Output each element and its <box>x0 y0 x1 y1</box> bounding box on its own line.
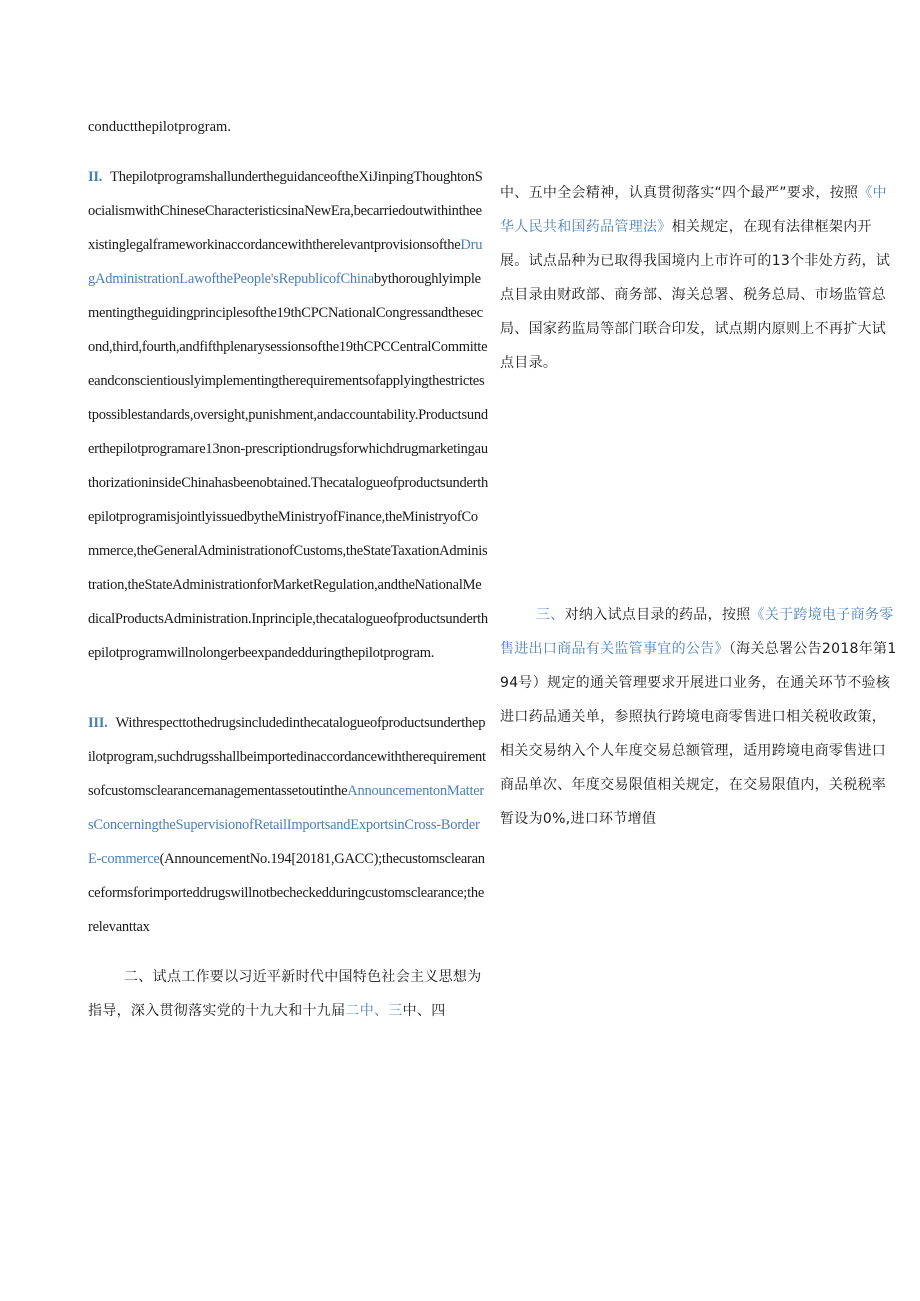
intro-text: conductthepilotprogram. <box>88 119 231 135</box>
chinese-column <box>500 176 900 836</box>
paragraph-zh-2 <box>88 960 488 1028</box>
paragraph-intro <box>88 110 488 144</box>
paragraph-zh-2-text-b: 中、四 <box>402 1003 446 1019</box>
paragraph-zh-2-cont-text-b: 相关规定，在现有法律框架内开展。试点品种为已取得我国境内上市许可的13个非处方药，试点目录由财政部、商务部、海关总署、税务总局、市场监管总局、国家药监局等部门联合印发，试点期内原则上不再扩大试点目录。 <box>500 219 891 371</box>
paragraph-ii <box>88 160 488 670</box>
paragraph-zh-2-cont-text-a: 中、五中全会精神，认真贯彻落实“四个最严”要求，按照 <box>500 185 859 201</box>
announcement-zh-link[interactable]: 《关于跨境电子商务零售进出口商品有关监管事宜的公告》 <box>500 607 894 657</box>
section-number-zh-3: 三、 <box>536 607 565 623</box>
section-number-ii: II. <box>88 169 103 185</box>
paragraph-ii-text-b: bythoroughlyimplementingtheguidingprinciplesofthe19thCPCNationalCongressandthesecond,third,fourth,andfifthplenarysessionsofthe19thCPCCentralCommitteeandconscientiouslyimplementingtherequirementsofapplyingthestrictestpossiblestandards,oversight,punishment,andaccountability.Productsunderthepilotprogramare13non-prescriptiondrugsforwhichdrugmarketingauthorizationinsideChinahasbeenobtained.ThecatalogueofproductsunderthepilotprogramisjointlyissuedbytheMinistryofFinance,theMinistryofCommerce,theGeneralAdministrationofCustoms,theStateTaxationAdministration,theStateAdministrationforMarketRegulation,andtheNationalMedicalProductsAdministration.Inprinciple,thecatalogueofproductsunderthepilotprogramwillnolongerbeexpandedduringthepilotprogram. <box>88 271 488 661</box>
english-column <box>88 110 488 1028</box>
paragraph-ii-text-a: ThepilotprogramshallundertheguidanceoftheXiJinpingThoughtonSocialismwithChineseCharacteristicsinaNewEra,becarriedoutwithintheexistinglegalframeworkinaccordancewiththerelevantprovisionsofthe <box>88 169 483 253</box>
paragraph-zh-3-text-a: 对纳入试点目录的药品，按照 <box>564 607 751 623</box>
paragraph-zh-2-cont <box>500 176 900 380</box>
paragraph-zh-3 <box>500 598 900 836</box>
paragraph-zh-2-text-a: 二、试点工作要以习近平新时代中国特色社会主义思想为指导，深入贯彻落实党的十九大和十九届 <box>88 969 482 1019</box>
announcement-link[interactable]: AnnouncementonMattersConcerningtheSupervisionofRetailImportsandExportsinCross-BorderE-commerce <box>88 783 485 867</box>
plenary-link[interactable]: 二中、三 <box>345 1003 403 1019</box>
section-number-iii: III. <box>88 715 108 731</box>
drug-law-zh-link[interactable]: 《中华人民共和国药品管理法》 <box>500 185 887 235</box>
paragraph-zh-3-text-b: （海关总署公告2018年第194号）规定的通关管理要求开展进口业务，在通关环节不验核进口药品通关单，参照执行跨境电商零售进口相关税收政策，相关交易纳入个人年度交易总额管理，适用跨境电商零售进口商品单次、年度交易限值相关规定，在交易限值内，关税税率暂设为0%,进口环节增值 <box>500 641 897 827</box>
drug-law-link[interactable]: DrugAdministrationLawofthePeople'sRepublicofChina <box>88 237 483 287</box>
paragraph-iii-text-a: Withrespecttothedrugsincludedinthecatalogueofproductsunderthepilotprogram,suchdrugsshallbeimportedinaccordancewiththerequirementsofcustomsclearancemanagementassetoutinthe <box>88 715 486 799</box>
paragraph-iii-text-b: (AnnouncementNo.194[20181,GACC);thecustomsclearanceformsforimporteddrugswillnotbecheckedduringcustomsclearance;therelevanttax <box>88 851 485 935</box>
paragraph-iii <box>88 706 488 944</box>
